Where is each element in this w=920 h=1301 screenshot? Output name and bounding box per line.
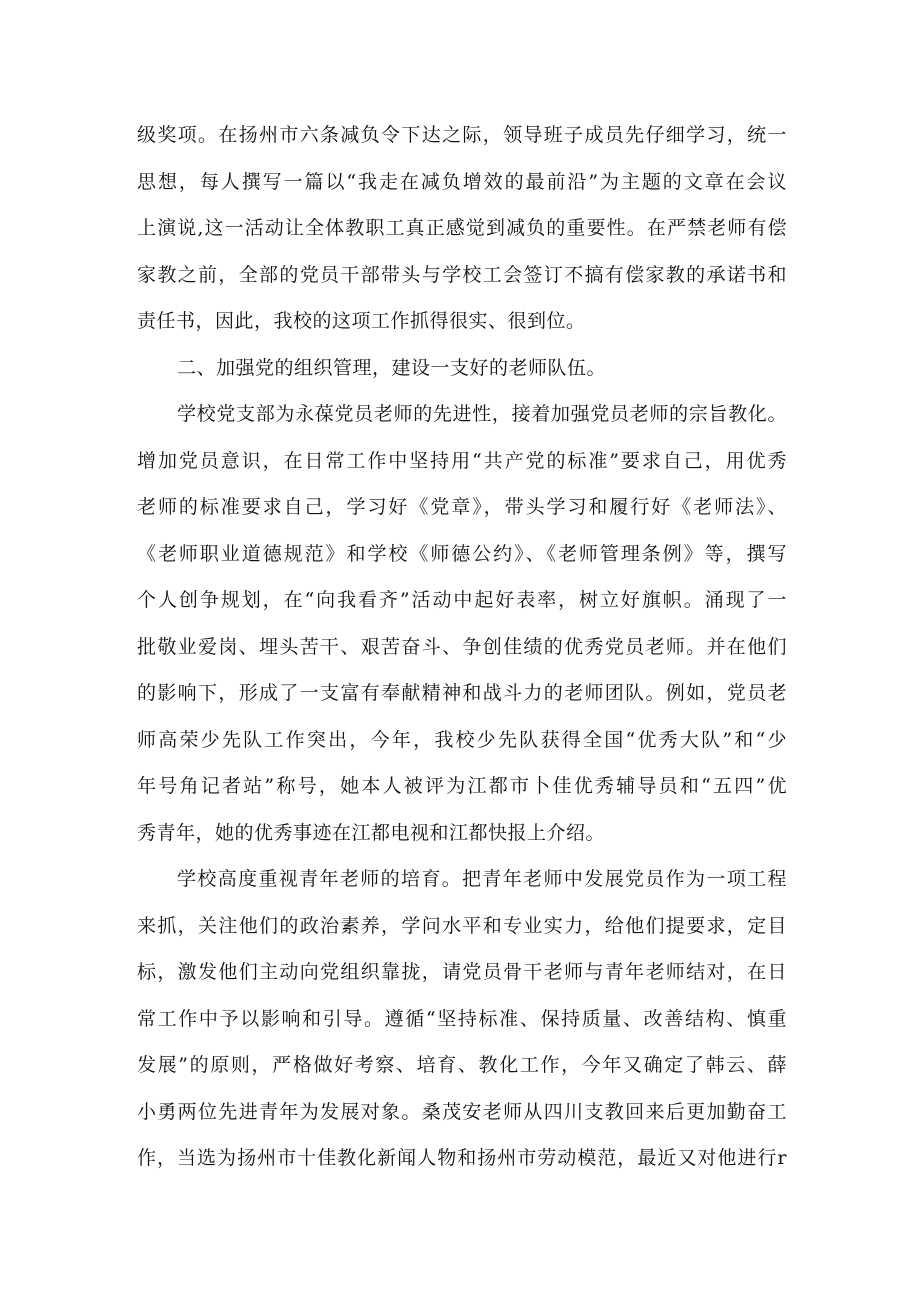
text-line: 秀青年，她的优秀事迹在江都电视和江都快报上介绍。	[137, 821, 606, 844]
text-line: 老师的标准要求自己，学习好《党章》，带头学习和履行好《老师法》、	[137, 496, 787, 518]
text-line: 批敬业爱岗、埋头苦干、艰苦奋斗、争创佳绩的优秀党员老师。并在他们	[137, 635, 787, 658]
text-line: 二、加强党的组织管理，建设一支好的老师队伍。	[177, 356, 607, 379]
text-line: 级奖项。在扬州市六条减负令下达之际，领导班子成员先仔细学习，统一	[137, 124, 787, 146]
text-line: 个人创争规划，在“向我看齐”活动中起好表率，树立好旗帜。涌现了一	[137, 589, 787, 611]
text-line: 的影响下，形成了一支富有奉献精神和战斗力的老师团队。例如，党员老	[137, 682, 787, 704]
text-line: 来抓，关注他们的政治素养，学问水平和专业实力，给他们提要求，定目	[137, 914, 787, 937]
text-line: 小勇两位先进青年为发展对象。桑茂安老师从四川支教回来后更加勤奋工	[137, 1100, 787, 1123]
text-line: 家教之前，全部的党员干部带头与学校工会签订不搞有偿家教的承诺书和	[137, 263, 787, 286]
text-line: 常工作中予以影响和引导。遵循“坚持标准、保持质量、改善结构、慎重	[137, 1007, 787, 1030]
text-line: 发展”的原则，严格做好考察、培育、教化工作，今年又确定了韩云、薛	[137, 1054, 787, 1076]
text-line: 学校高度重视青年老师的培育。把青年老师中发展党员作为一项工程	[177, 868, 787, 890]
text-line: 思想，每人撰写一篇以“我走在减负增效的最前沿”为主题的文章在会议	[137, 170, 787, 193]
text-line: 作，当选为扬州市十佳教化新闻人物和扬州市劳动模范，最近又对他进行r	[137, 1147, 787, 1169]
text-line: 学校党支部为永葆党员老师的先进性，接着加强党员老师的宗旨教化。	[177, 403, 787, 425]
document-body	[137, 112, 787, 1182]
text-line: 标，激发他们主动向党组织靠拢，请党员骨干老师与青年老师结对，在日	[137, 961, 787, 983]
text-line: 增加党员意识，在日常工作中坚持用“共产党的标准”要求自己，用优秀	[137, 449, 787, 472]
text-line: 年号角记者站”称号，她本人被评为江都市卜佳优秀辅导员和“五四”优	[137, 775, 787, 797]
text-line: 《老师职业道德规范》和学校《师德公约》、《老师管理条例》等，撰写	[137, 542, 787, 565]
text-line: 上演说,这一活动让全体教职工真正感觉到减负的重要性。在严禁老师有偿	[137, 217, 787, 239]
text-line: 师高荣少先队工作突出，今年，我校少先队获得全国“优秀大队”和“少	[137, 728, 787, 751]
text-line: 责任书，因此，我校的这项工作抓得很实、很到位。	[137, 310, 586, 332]
